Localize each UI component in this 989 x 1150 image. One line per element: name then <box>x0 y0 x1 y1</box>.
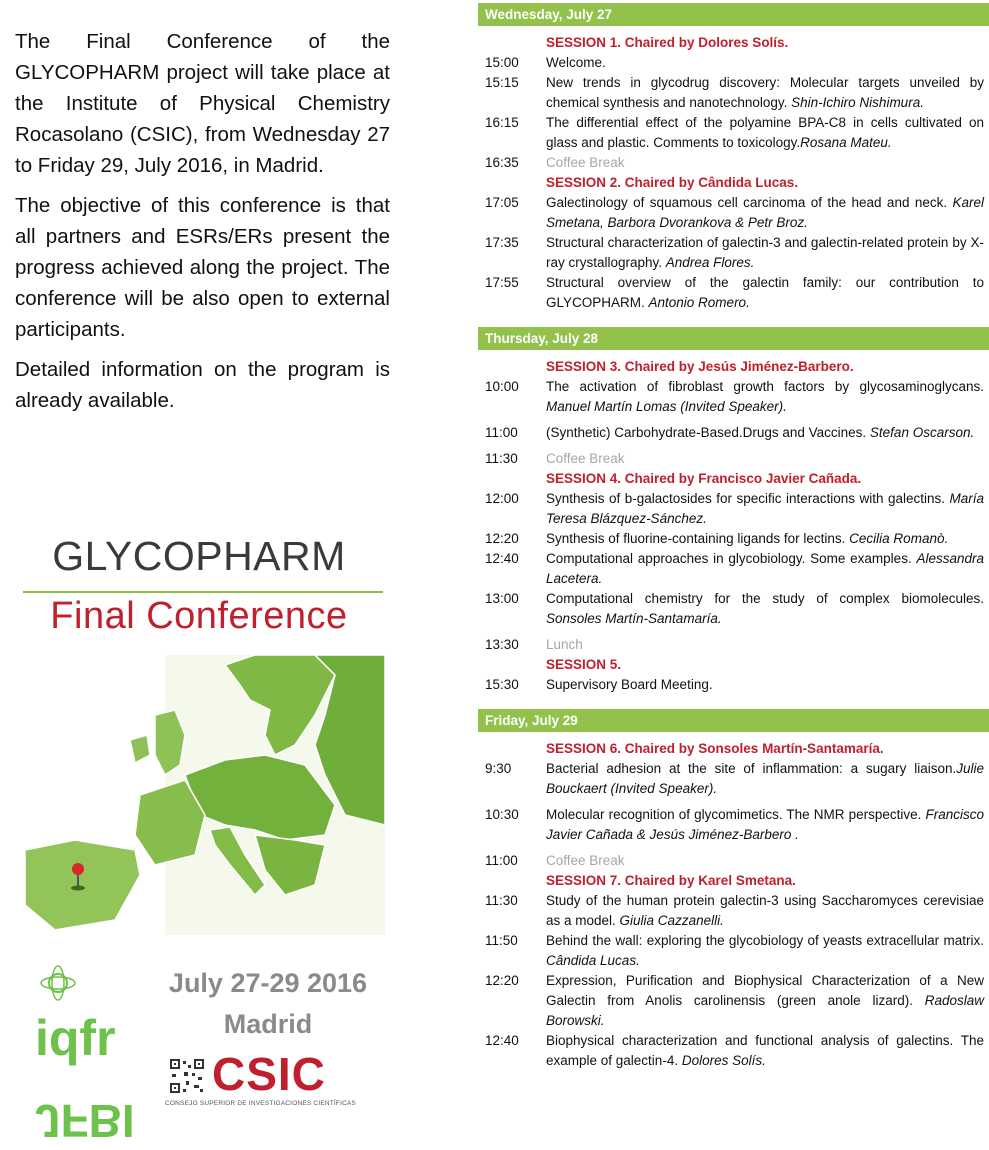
speaker-name: Shin-Ichiro Nishimura. <box>791 95 924 110</box>
europe-map-image <box>15 655 385 935</box>
session-row <box>478 871 989 891</box>
time-cell: 11:30 <box>485 451 518 466</box>
time-cell: 15:00 <box>485 55 519 70</box>
time-cell <box>478 655 546 675</box>
day-block <box>478 3 989 313</box>
session-title <box>546 33 989 53</box>
talk-title: Galectinology of squamous cell carcinoma of the head and neck. <box>546 195 953 210</box>
talk-title: The activation of fibroblast growth factors by glycosaminoglycans. <box>546 379 984 394</box>
break-row <box>478 449 989 469</box>
speaker-name: Manuel Martín Lomas (Invited Speaker). <box>546 399 787 414</box>
day-block <box>478 327 989 695</box>
talk-row <box>478 1031 989 1071</box>
talk-title: Biophysical characterization and functional analysis of galectins. The example of galectin-4. <box>546 1033 984 1068</box>
speaker-name: Cecilia Romanò. <box>849 531 949 546</box>
time-cell: 12:40 <box>485 1033 519 1048</box>
speaker-name: Cândida Lucas. <box>546 953 640 968</box>
break-row <box>478 153 989 173</box>
talk-description <box>546 675 989 695</box>
talk-row <box>478 675 989 695</box>
intro-text <box>15 26 390 425</box>
time-cell <box>478 469 546 489</box>
time-cell <box>478 357 546 377</box>
row-text: SESSION 4. Chaired by Francisco Javier Cañada. <box>546 471 862 486</box>
talk-title: Expression, Purification and Biophysical Characterization of a New Galectin from Anolis carolinensis (green anole lizard). <box>546 973 984 1008</box>
talk-title: New trends in glycodrug discovery: Molecular targets unveiled by chemical synthesis and nanotechnology. <box>546 75 984 110</box>
svg-text:JFBI: JFBI <box>35 1095 135 1147</box>
talk-description <box>546 1031 989 1071</box>
speaker-name: Rosana Mateu. <box>800 135 892 150</box>
talk-description <box>546 931 989 971</box>
session-row <box>478 655 989 675</box>
session-title <box>546 357 989 377</box>
time-cell: 12:40 <box>485 551 519 566</box>
session-row <box>478 739 989 759</box>
break-row <box>478 635 989 655</box>
session-title <box>546 655 989 675</box>
talk-row <box>478 53 989 73</box>
intro-paragraph: Detailed information on the program is already available. <box>15 358 390 412</box>
time-cell: 16:15 <box>485 115 519 130</box>
schedule-rows <box>478 26 989 313</box>
talk-description <box>546 891 989 931</box>
time-cell <box>478 739 546 759</box>
speaker-name: Sonsoles Martín-Santamaría. <box>546 611 722 626</box>
row-text: SESSION 7. Chaired by Karel Smetana. <box>546 873 796 888</box>
talk-description <box>546 971 989 1031</box>
talk-title: Welcome. <box>546 55 606 70</box>
svg-text:iqfr: iqfr <box>35 1010 116 1066</box>
poster-dates: July 27-29 2016 <box>168 968 368 998</box>
time-cell: 11:00 <box>485 853 518 868</box>
speaker-name: Stefan Oscarson. <box>869 425 975 440</box>
talk-row <box>478 193 989 233</box>
csic-logo: CSIC <box>212 1048 326 1100</box>
talk-title: Structural characterization of galectin-3 and galectin-related protein by X-ray crystallography. <box>546 235 984 270</box>
speaker-name: Antonio Romero. <box>648 295 750 310</box>
speaker-name: Andrea Flores. <box>665 255 755 270</box>
day-header: Thursday, July 28 <box>478 327 989 350</box>
session-row <box>478 357 989 377</box>
speaker-name: Karel Smetana, Barbora Dvorankova & Petr Broz. <box>546 195 984 230</box>
talk-title: Computational chemistry for the study of complex biomolecules. <box>546 591 984 606</box>
talk-row <box>478 759 989 799</box>
talk-row <box>478 489 989 529</box>
qr-code-icon <box>168 1057 206 1095</box>
conference-poster <box>15 525 395 1147</box>
talk-row <box>478 377 989 417</box>
poster-divider <box>23 591 383 593</box>
day-block <box>478 709 989 1071</box>
talk-description <box>546 489 989 529</box>
talk-row <box>478 273 989 313</box>
talk-title: Supervisory Board Meeting. <box>546 677 713 692</box>
speaker-name: Dolores Solís. <box>681 1053 766 1068</box>
speaker-name: Francisco Javier Cañada & Jesús Jiménez-Barbero . <box>546 807 984 842</box>
session-title <box>546 739 989 759</box>
time-cell: 12:20 <box>485 973 519 988</box>
time-cell: 17:55 <box>485 275 519 290</box>
day-header: Wednesday, July 27 <box>478 3 989 26</box>
speaker-name: Alessandra Lacetera. <box>546 551 984 586</box>
schedule-rows <box>478 732 989 1071</box>
day-header: Friday, July 29 <box>478 709 989 732</box>
time-cell: 10:30 <box>485 807 519 822</box>
time-cell <box>478 173 546 193</box>
talk-row <box>478 423 989 443</box>
schedule-rows <box>478 350 989 695</box>
talk-description <box>546 73 989 113</box>
talk-title: Molecular recognition of glycomimetics. The NMR perspective. <box>546 807 926 822</box>
break-label <box>546 851 989 871</box>
speaker-name: Julie Bouckaert (Invited Speaker). <box>546 761 984 796</box>
row-text: SESSION 5. <box>546 657 622 672</box>
row-text: Coffee Break <box>546 853 625 868</box>
session-title <box>546 871 989 891</box>
talk-row <box>478 891 989 931</box>
talk-title: Behind the wall: exploring the glycobiology of yeasts extracellular matrix. <box>546 933 984 948</box>
talk-title: Synthesis of fluorine-containing ligands for lectins. <box>546 531 850 546</box>
talk-row <box>478 549 989 589</box>
time-cell <box>478 33 546 53</box>
row-text: SESSION 6. Chaired by Sonsoles Martín-Santamaría. <box>546 741 884 756</box>
break-label <box>546 635 989 655</box>
talk-description <box>546 423 989 443</box>
break-label <box>546 449 989 469</box>
talk-description <box>546 53 989 73</box>
break-label <box>546 153 989 173</box>
talk-title: Computational approaches in glycobiology. Some examples. <box>546 551 917 566</box>
session-title <box>546 173 989 193</box>
speaker-name: Giulia Cazzanelli. <box>619 913 724 928</box>
talk-title: (Synthetic) Carbohydrate-Based.Drugs and Vaccines. <box>546 425 870 440</box>
time-cell: 9:30 <box>485 761 512 776</box>
talk-title: Bacterial adhesion at the site of inflammation: a sugary liaison. <box>546 761 957 776</box>
intro-paragraph: The Final Conference of the GLYCOPHARM project will take place at the Institute of Physical Chemistry Rocasolano (CSIC), from Wednesday 27 to Friday 29, July 2016, in Madrid. <box>15 30 390 177</box>
session-title <box>546 469 989 489</box>
talk-description <box>546 589 989 629</box>
time-cell: 15:30 <box>485 677 519 692</box>
session-row <box>478 173 989 193</box>
time-cell: 10:00 <box>485 379 519 394</box>
time-cell: 13:00 <box>485 591 519 606</box>
talk-row <box>478 233 989 273</box>
talk-title: Structural overview of the galectin family: our contribution to GLYCOPHARM. <box>546 275 984 310</box>
talk-row <box>478 73 989 113</box>
talk-row <box>478 529 989 549</box>
csic-full-name: CONSEJO SUPERIOR DE INVESTIGACIONES CIENTÍFICAS <box>165 1100 357 1107</box>
talk-description <box>546 113 989 153</box>
talk-title: Synthesis of b-galactosides for specific interactions with galectins. <box>546 491 950 506</box>
time-cell: 16:35 <box>485 155 519 170</box>
talk-title: The differential effect of the polyamine BPA-C8 in cells cultivated on glass and plastic. Comments to toxicology. <box>546 115 984 150</box>
talk-description <box>546 273 989 313</box>
row-text: Coffee Break <box>546 451 625 466</box>
talk-row <box>478 971 989 1031</box>
time-cell: 11:50 <box>485 933 518 948</box>
talk-title: Study of the human protein galectin-3 using Saccharomyces cerevisiae as a model. <box>546 893 984 928</box>
break-row <box>478 851 989 871</box>
session-row <box>478 469 989 489</box>
poster-city: Madrid <box>223 1009 313 1039</box>
talk-description <box>546 805 989 845</box>
poster-subtitle: Final Conference <box>50 595 348 637</box>
talk-row <box>478 113 989 153</box>
talk-description <box>546 193 989 233</box>
row-text: SESSION 3. Chaired by Jesús Jiménez-Barbero. <box>546 359 854 374</box>
time-cell: 11:30 <box>485 893 518 908</box>
time-cell <box>478 871 546 891</box>
speaker-name: Radoslaw Borowski. <box>546 993 984 1028</box>
conference-schedule <box>478 3 989 1085</box>
row-text: SESSION 1. Chaired by Dolores Solís. <box>546 35 789 50</box>
time-cell: 17:35 <box>485 235 519 250</box>
row-text: SESSION 2. Chaired by Cândida Lucas. <box>546 175 799 190</box>
time-cell: 11:00 <box>485 425 518 440</box>
talk-row <box>478 805 989 845</box>
speaker-name: María Teresa Blázquez-Sánchez. <box>546 491 984 526</box>
time-cell: 15:15 <box>485 75 519 90</box>
talk-description <box>546 233 989 273</box>
time-cell: 12:00 <box>485 491 519 506</box>
talk-row <box>478 589 989 629</box>
talk-row <box>478 931 989 971</box>
time-cell: 13:30 <box>485 637 519 652</box>
talk-description <box>546 377 989 417</box>
row-text: Coffee Break <box>546 155 625 170</box>
talk-description <box>546 759 989 799</box>
intro-paragraph: The objective of this conference is that all partners and ESRs/ERs present the progress achieved along the project. The conference will be also open to external participants. <box>15 194 390 341</box>
session-row <box>478 33 989 53</box>
talk-description <box>546 549 989 589</box>
row-text: Lunch <box>546 637 583 652</box>
talk-description <box>546 529 989 549</box>
poster-title: GLYCOPHARM <box>52 533 346 579</box>
time-cell: 17:05 <box>485 195 519 210</box>
time-cell: 12:20 <box>485 531 519 546</box>
